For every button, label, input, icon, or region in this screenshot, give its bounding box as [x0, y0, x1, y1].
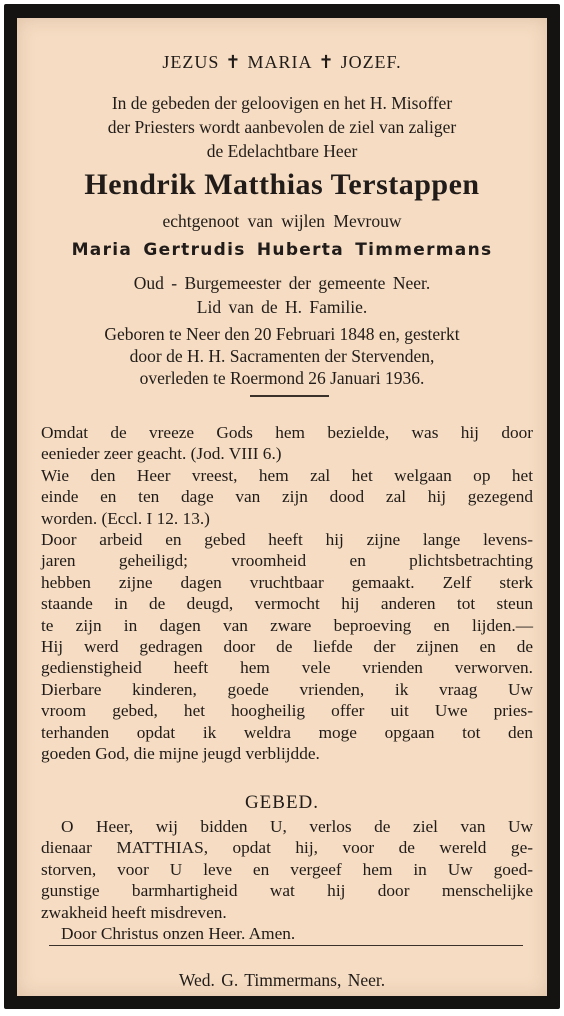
life-dates — [41, 323, 523, 389]
prayer-line: storven, voor U leve en vergeef hem in Uw goed- — [41, 859, 533, 879]
cross-icon: ✝ — [225, 52, 242, 72]
eulogy-line: terhanden opdat ik weldra moge opgaan tot den — [41, 722, 533, 742]
spouse-label: echtgenoot van wijlen Mevrouw — [162, 211, 402, 231]
eulogy-line: jaren geheiligd; vroomheid en plichtsbetrachting — [41, 551, 533, 571]
eulogy-line: Hij werd gedragen door de liefde der zijnen en de — [41, 637, 533, 657]
eulogy-line: einde en ten dage van zijn dood zal hij gezegend — [41, 487, 533, 507]
eulogy-line: Wie den Heer vreest, hem zal het welgaan op het — [41, 465, 533, 485]
prayer-line: O Heer, wij bidden U, verlos de ziel van Uw — [61, 817, 533, 836]
printer-credit: Wed. G. Timmermans, Neer. — [178, 970, 386, 990]
prayer-text — [41, 816, 533, 944]
intro-line: der Priesters wordt aanbevolen de ziel van zaliger — [107, 117, 457, 137]
eulogy-line: vroom gebed, het hoogheilig offer uit Uwe pries- — [41, 701, 533, 721]
intro-text — [41, 91, 523, 163]
title-line: Lid van de H. Familie. — [196, 297, 368, 317]
eulogy-line: Dierbare kinderen, goede vrienden, ik vraag Uw — [41, 679, 533, 699]
prayer-line: gunstige barmhartigheid wat hij door menschelijke — [41, 881, 533, 901]
spouse-name: Maria Gertrudis Huberta Timmermans — [71, 240, 493, 260]
header-word-maria: MARIA — [247, 52, 313, 72]
header-word-jezus: JEZUS — [162, 52, 220, 72]
eulogy-line: Omdat de vreeze Gods hem bezielde, was hij door — [41, 423, 533, 442]
eulogy-line: gedienstigheid heeft hem vele vrienden verworven. — [41, 658, 533, 678]
dates-line: door de H. H. Sacramenten der Stervenden, — [129, 346, 435, 366]
eulogy-line: eenieder zeer geacht. (Jod. VIII 6.) — [41, 444, 282, 464]
eulogy-line: staande in de deugd, vermocht hij anderen tot steun — [41, 594, 533, 614]
deceased-name: Hendrik Matthias Terstappen — [84, 168, 480, 201]
eulogy-line: goeden God, die mijne jeugd verblijdde. — [41, 744, 320, 764]
intro-line: In de gebeden der geloovigen en het H. Misoffer — [111, 93, 453, 113]
dates-line: overleden te Roermond 26 Januari 1936. — [139, 368, 425, 388]
eulogy-text — [41, 422, 533, 765]
eulogy-line: te zijn in dagen van zware beproeving en lijden.— — [41, 615, 533, 635]
prayer-line: dienaar MATTHIAS, opdat hij, voor de wereld ge- — [41, 838, 533, 858]
header-word-jozef: JOZEF. — [340, 52, 402, 72]
card-paper — [17, 18, 547, 996]
dates-line: Geboren te Neer den 20 Februari 1848 en, gesterkt — [104, 324, 460, 344]
cross-icon: ✝ — [318, 52, 335, 72]
holy-family-header — [41, 52, 523, 73]
eulogy-line: hebben zijne dagen vruchtbaar gemaakt. Zelf sterk — [41, 572, 533, 592]
eulogy-line: Door arbeid en gebed heeft hij zijne lange levens- — [41, 530, 533, 550]
intro-line: de Edelachtbare Heer — [206, 141, 358, 161]
prayer-line: Door Christus onzen Heer. Amen. — [61, 924, 296, 944]
memorial-card — [4, 4, 560, 1009]
eulogy-line: worden. (Eccl. I 12. 13.) — [41, 508, 210, 528]
prayer-title: GEBED. — [244, 792, 320, 813]
divider-long — [49, 945, 523, 946]
prayer-line: zwakheid heeft misdreven. — [41, 902, 227, 922]
titles — [41, 271, 523, 319]
divider-short — [250, 395, 329, 397]
title-line: Oud - Burgemeester der gemeente Neer. — [133, 273, 431, 293]
